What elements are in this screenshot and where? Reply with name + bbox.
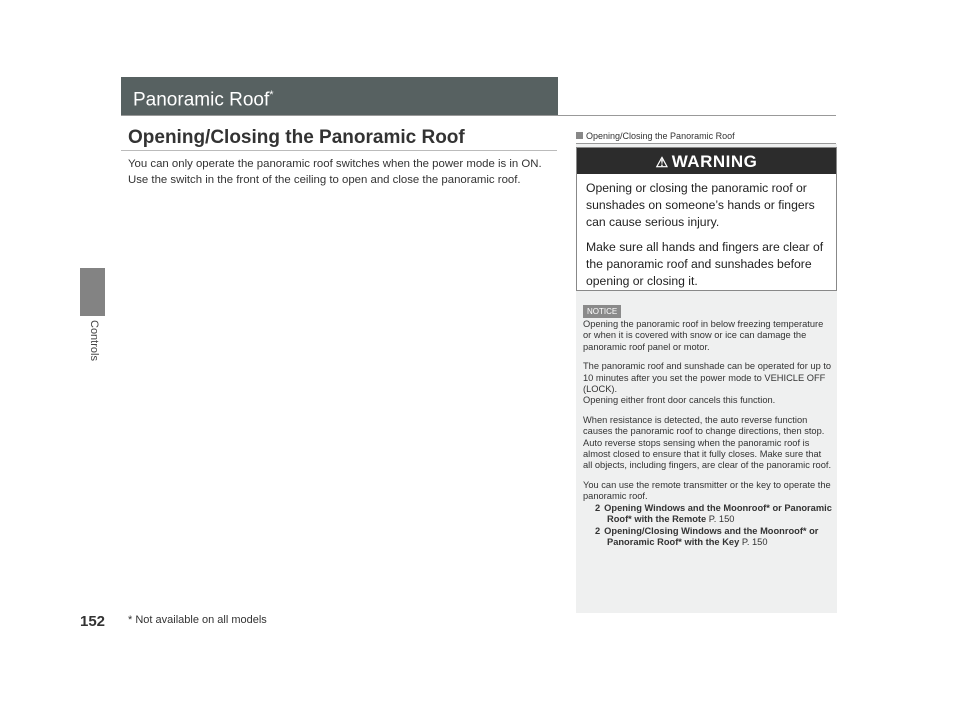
warning-icon: ⚠ xyxy=(655,154,669,170)
body-text xyxy=(128,156,553,188)
notice-text: Opening the panoramic roof in below freezing temperature or when it is covered with snow or ice can damage the panoramic roof panel or motor. xyxy=(583,319,824,352)
heading-divider xyxy=(121,150,557,151)
footnote: * Not available on all models xyxy=(128,614,267,626)
page-title-bar xyxy=(121,77,558,115)
reference-icon: 2 xyxy=(595,525,601,536)
reference-icon: 2 xyxy=(595,502,601,513)
warning-header: ⚠ WARNING xyxy=(577,148,836,174)
cross-reference[interactable]: 2 Opening Windows and the Moonroof* or Panoramic Roof* with the Remote P. 150 xyxy=(595,502,832,525)
body-paragraph: Use the switch in the front of the ceiling to open and close the panoramic roof. xyxy=(128,174,521,186)
warning-text: Opening or closing the panoramic roof or sunshades on someone’s hands or fingers can cause serious injury. xyxy=(586,181,815,229)
section-tab-label: Controls xyxy=(88,320,100,361)
note-marker-icon xyxy=(576,132,583,139)
notice-badge: NOTICE xyxy=(583,305,621,318)
side-paragraph: The panoramic roof and sunshade can be operated for up to 10 minutes after you set the power mode to VEHICLE OFF (LOCK). Opening either front door cancels this function. xyxy=(583,361,832,406)
side-note-header: Opening/Closing the Panoramic Roof xyxy=(576,131,735,141)
side-paragraph: You can use the remote transmitter or the key to operate the panoramic roof. xyxy=(583,479,831,502)
warning-text: Make sure all hands and fingers are clear of the panoramic roof and sunshades before opening or closing it. xyxy=(586,240,824,288)
page-title: Panoramic Roof* xyxy=(133,89,274,111)
side-paragraph: When resistance is detected, the auto reverse function causes the panoramic roof to change directions, then stop. Auto reverse stops sensing when the panoramic roof is almost closed to ensure that it fully closes. Make sure that all objects, including fingers, are clear of the panoramic roof. xyxy=(583,414,832,471)
section-heading: Opening/Closing the Panoramic Roof xyxy=(128,127,465,148)
section-tab xyxy=(80,268,105,316)
warning-box xyxy=(576,147,837,291)
page-number: 152 xyxy=(80,613,106,630)
side-note-text xyxy=(583,319,833,548)
title-divider xyxy=(121,115,836,116)
body-paragraph: You can only operate the panoramic roof switches when the power mode is in ON. xyxy=(128,158,542,170)
cross-reference[interactable]: 2 Opening/Closing Windows and the Moonroof* or Panoramic Roof* with the Key P. 150 xyxy=(595,525,819,547)
